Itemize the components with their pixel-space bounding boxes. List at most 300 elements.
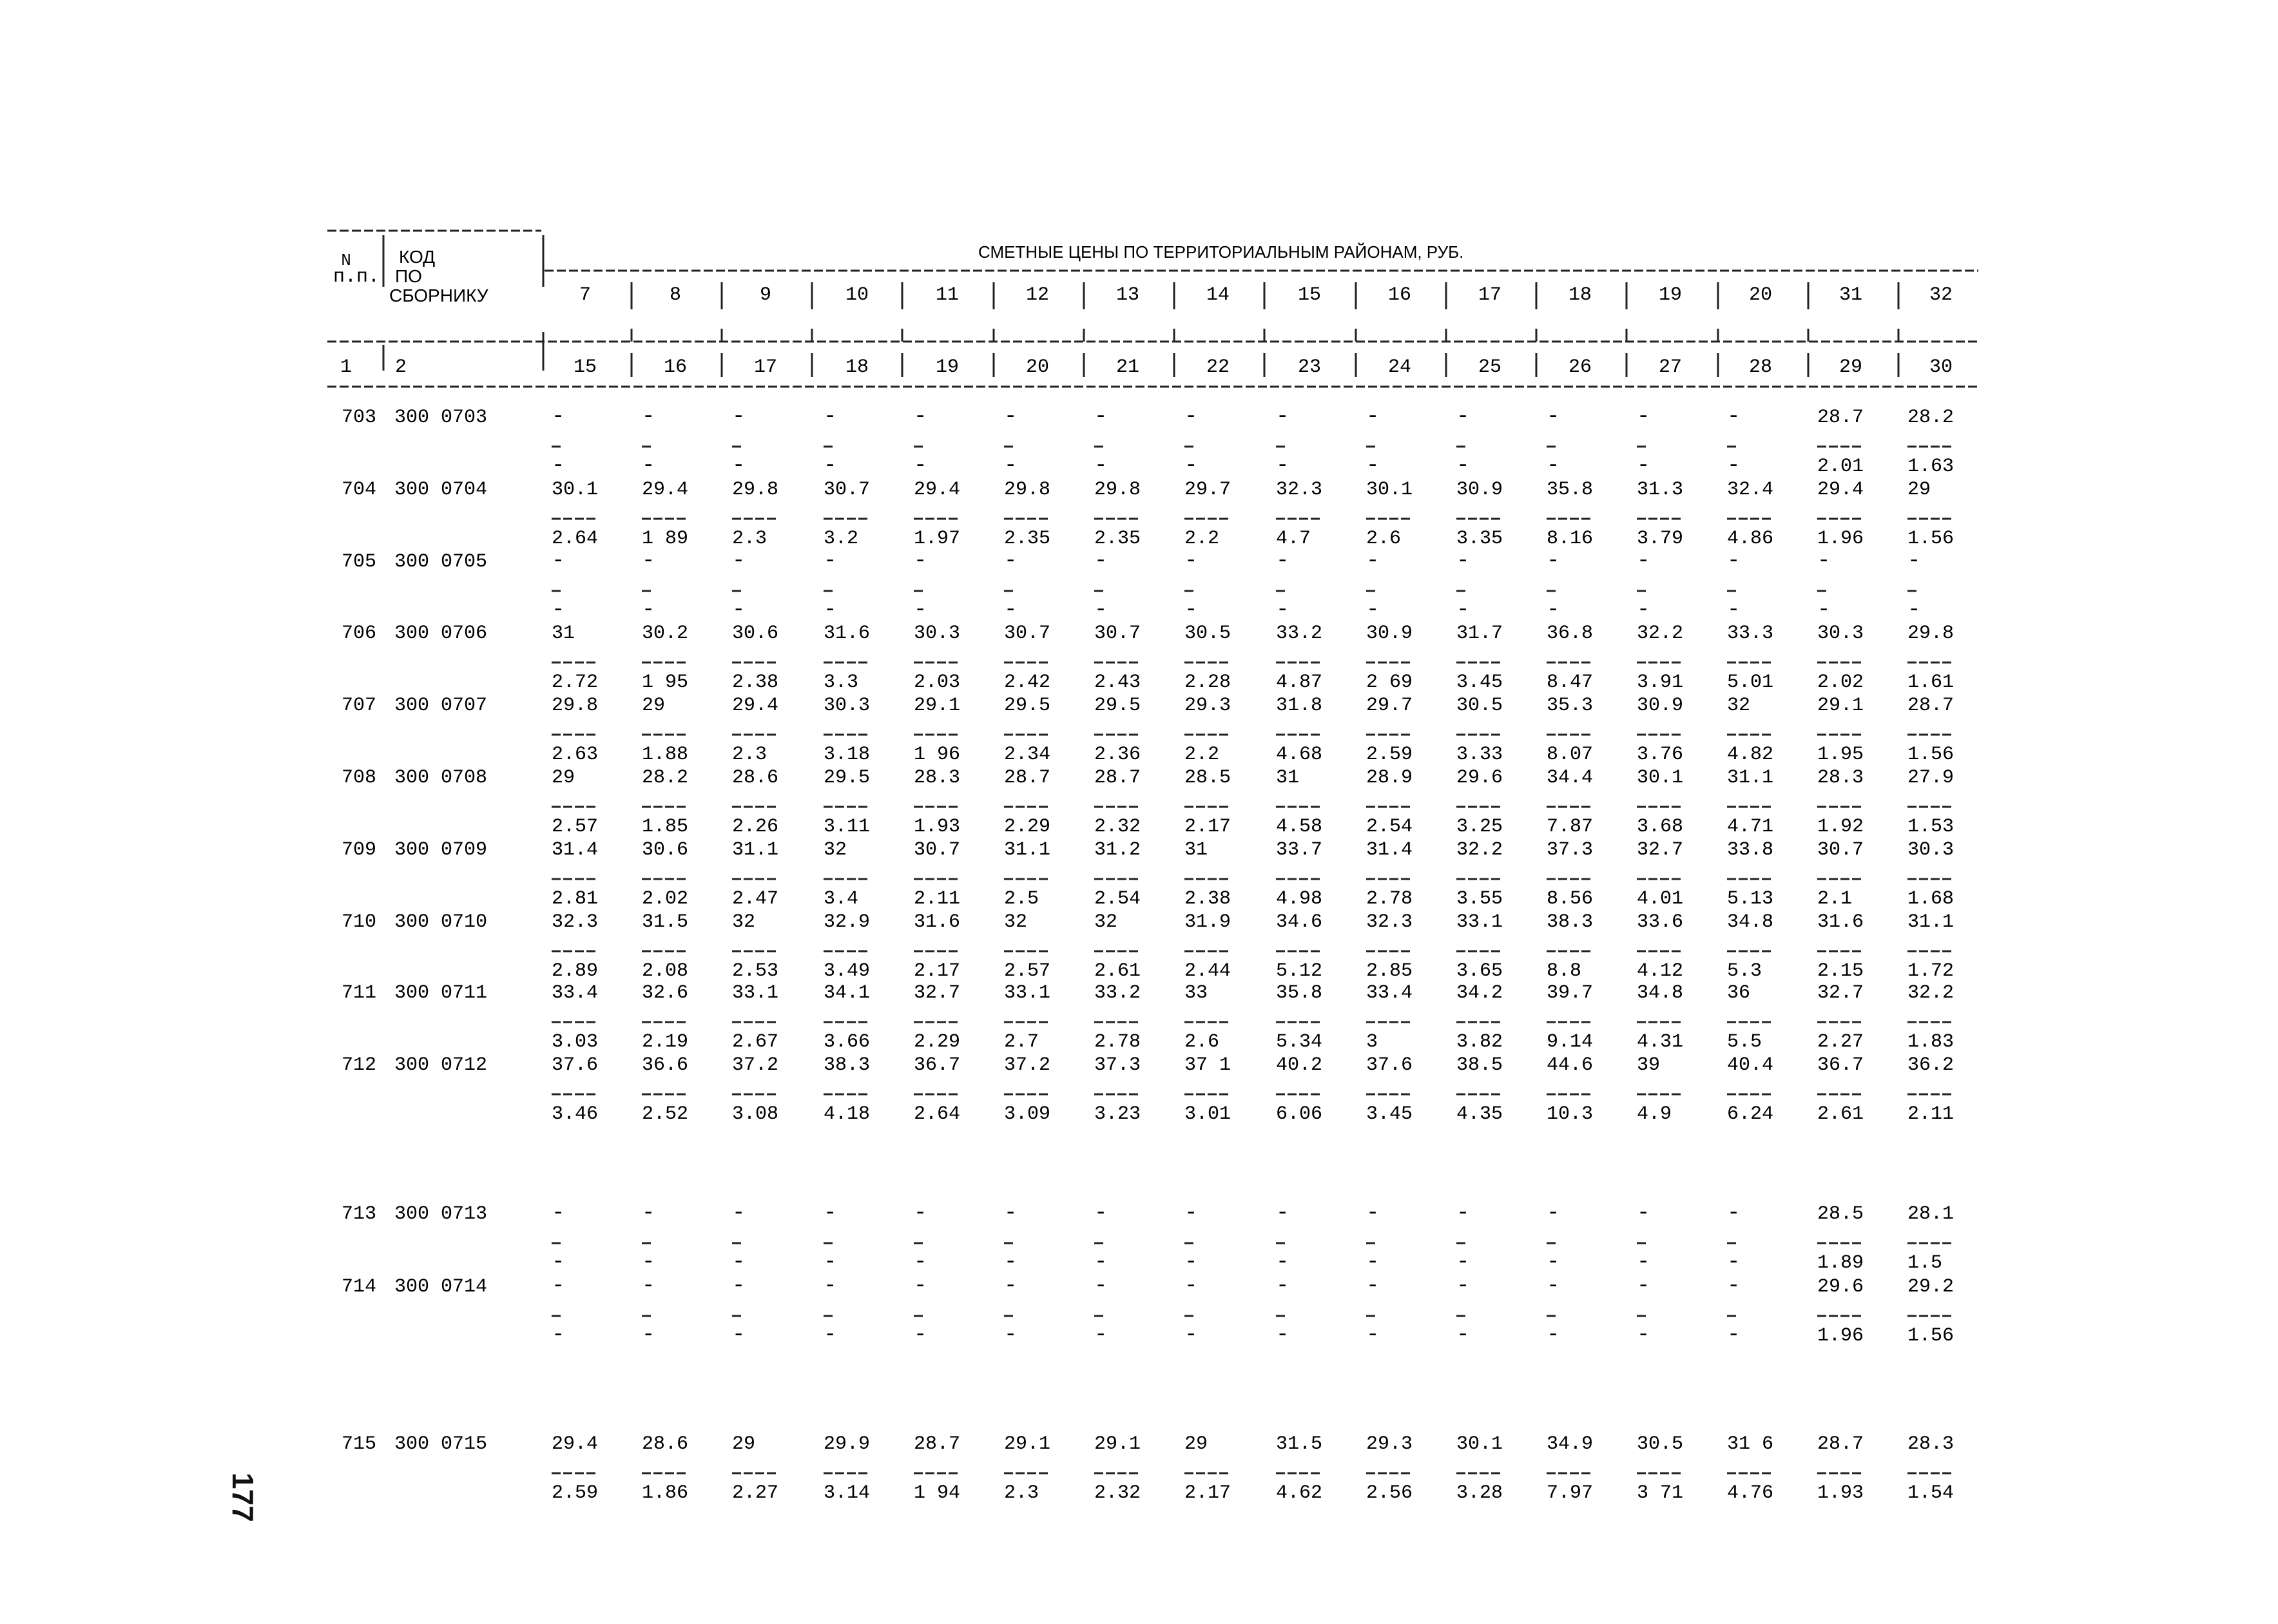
row-number: 710 xyxy=(342,911,377,933)
price-top: 28.7 xyxy=(914,1433,961,1455)
price-bottom: 1.85 xyxy=(642,816,689,838)
row-code: 300 0711 xyxy=(394,982,488,1004)
price-bottom: 10.3 xyxy=(1547,1103,1594,1125)
column-number: 22 xyxy=(1206,356,1230,378)
price-top: 30.3 xyxy=(1907,839,1955,861)
price-top: - xyxy=(1276,1274,1289,1299)
price-bottom: - xyxy=(642,1323,655,1348)
price-top: 37.6 xyxy=(552,1054,599,1076)
price-top: 31.1 xyxy=(1727,767,1774,789)
header-title: СМЕТНЫЕ ЦЕНЫ ПО ТЕРРИТОРИАЛЬНЫМ РАЙОНАМ, РУБ. xyxy=(978,242,1464,262)
row-code: 300 0707 xyxy=(394,695,488,717)
price-bottom: 2.17 xyxy=(914,960,961,982)
column-number: 24 xyxy=(1387,356,1412,378)
row-code: 300 0712 xyxy=(394,1054,488,1076)
price-bottom: 3.55 xyxy=(1456,888,1503,910)
price-bottom: 5.5 xyxy=(1727,1031,1762,1053)
price-top: 29.3 xyxy=(1366,1433,1413,1455)
price-top: - xyxy=(1276,405,1289,429)
price-top: 32.3 xyxy=(1276,479,1323,501)
price-bottom: 2.89 xyxy=(552,960,599,982)
price-bottom: 2.32 xyxy=(1094,1482,1141,1504)
price-bottom: - xyxy=(552,598,565,623)
price-top: - xyxy=(552,405,565,429)
price-top: 31.5 xyxy=(642,911,689,933)
region-label: 16 xyxy=(1387,284,1412,306)
price-top: 31.7 xyxy=(1456,623,1503,644)
price-bottom: 2.42 xyxy=(1004,672,1051,693)
price-top: 37.2 xyxy=(732,1054,779,1076)
price-bottom: - xyxy=(1727,598,1741,623)
price-bottom: - xyxy=(1456,454,1470,478)
price-bottom: 2.15 xyxy=(1817,960,1864,982)
price-bottom: 2.36 xyxy=(1094,744,1141,766)
price-bottom: - xyxy=(1004,1323,1018,1348)
price-top: 35.3 xyxy=(1547,695,1594,717)
price-bottom: 2.3 xyxy=(732,528,767,550)
price-bottom: 2.78 xyxy=(1366,888,1413,910)
row-number: 713 xyxy=(342,1203,377,1225)
price-bottom: 6.06 xyxy=(1276,1103,1323,1125)
price-bottom: - xyxy=(642,598,655,623)
price-top: 29.1 xyxy=(914,695,961,717)
price-bottom: 3.46 xyxy=(552,1103,599,1125)
price-top: 29.4 xyxy=(642,479,689,501)
price-bottom: 2.1 xyxy=(1817,888,1853,910)
price-bottom: 1 96 xyxy=(914,744,961,766)
price-top: 29.6 xyxy=(1817,1276,1864,1298)
table-row xyxy=(342,1201,1954,1275)
price-top: 33.8 xyxy=(1727,839,1774,861)
price-bottom: - xyxy=(1366,454,1380,478)
price-top: - xyxy=(914,549,927,574)
row-number: 706 xyxy=(342,623,377,644)
price-top: 32 xyxy=(732,911,756,933)
price-top: - xyxy=(1276,1201,1289,1226)
price-top: 30.2 xyxy=(642,623,689,644)
price-bottom: - xyxy=(1727,1323,1741,1348)
price-top: - xyxy=(1456,1201,1470,1226)
price-top: 32.2 xyxy=(1637,623,1684,644)
price-top: 29.5 xyxy=(1094,695,1141,717)
price-bottom: - xyxy=(1547,598,1560,623)
price-bottom: 2.61 xyxy=(1094,960,1141,982)
price-bottom: 3.18 xyxy=(824,744,871,766)
price-top: 29.8 xyxy=(1907,623,1955,644)
price-top: 31.6 xyxy=(914,911,961,933)
price-bottom: 2.64 xyxy=(552,528,599,550)
price-bottom: 3.08 xyxy=(732,1103,779,1125)
price-top: - xyxy=(1547,1274,1560,1299)
price-top: 31.6 xyxy=(1817,911,1864,933)
price-top: 35.8 xyxy=(1276,982,1323,1004)
price-top: 30.6 xyxy=(642,839,689,861)
price-bottom: 2.38 xyxy=(1184,888,1231,910)
price-bottom: 8.8 xyxy=(1547,960,1582,982)
price-top: 29.5 xyxy=(824,767,871,789)
price-top: 37.3 xyxy=(1094,1054,1141,1076)
price-top: 36.7 xyxy=(914,1054,961,1076)
price-top: - xyxy=(1637,1274,1650,1299)
price-bottom: - xyxy=(824,598,837,623)
price-bottom: - xyxy=(1094,1250,1108,1275)
price-top: 34.8 xyxy=(1727,911,1774,933)
price-top: 32.7 xyxy=(914,982,961,1004)
price-top: - xyxy=(1547,549,1560,574)
price-bottom: 4.7 xyxy=(1276,528,1311,550)
price-bottom: - xyxy=(732,1323,746,1348)
price-bottom: 2.01 xyxy=(1817,456,1864,478)
column-number: 25 xyxy=(1478,356,1502,378)
price-bottom: - xyxy=(1727,454,1741,478)
price-top: 32.3 xyxy=(1366,911,1413,933)
price-bottom: 4.01 xyxy=(1637,888,1684,910)
price-bottom: 1 94 xyxy=(914,1482,961,1504)
table-body xyxy=(342,405,1954,1504)
price-top: 28.7 xyxy=(1817,407,1864,429)
price-bottom: 2.6 xyxy=(1366,528,1402,550)
price-top: 32.7 xyxy=(1637,839,1684,861)
price-top: 28.3 xyxy=(914,767,961,789)
region-label: 7 xyxy=(579,284,592,306)
price-bottom: - xyxy=(914,1250,927,1275)
price-top: 34.8 xyxy=(1637,982,1684,1004)
price-top: 28.7 xyxy=(1004,767,1051,789)
price-top: - xyxy=(1817,549,1831,574)
price-bottom: 2.32 xyxy=(1094,816,1141,838)
price-bottom: 1.89 xyxy=(1817,1252,1864,1274)
price-top: 30.1 xyxy=(1366,479,1413,501)
price-bottom: - xyxy=(1547,454,1560,478)
price-top: 36.6 xyxy=(642,1054,689,1076)
price-top: - xyxy=(732,549,746,574)
price-top: - xyxy=(1727,549,1741,574)
price-top: - xyxy=(1366,1274,1380,1299)
price-bottom: - xyxy=(824,1323,837,1348)
price-bottom: - xyxy=(642,454,655,478)
price-bottom: 2.59 xyxy=(552,1482,599,1504)
price-bottom: 4.58 xyxy=(1276,816,1323,838)
price-top: - xyxy=(1276,549,1289,574)
price-bottom: - xyxy=(1637,598,1650,623)
price-bottom: - xyxy=(1004,1250,1018,1275)
price-top: 37.2 xyxy=(1004,1054,1051,1076)
price-top: 29.3 xyxy=(1184,695,1231,717)
price-bottom: - xyxy=(1184,454,1198,478)
price-top: 28.1 xyxy=(1907,1203,1955,1225)
price-top: - xyxy=(1094,405,1108,429)
price-top: 28.7 xyxy=(1094,767,1141,789)
price-bottom: 1.54 xyxy=(1907,1482,1955,1504)
price-bottom: - xyxy=(642,1250,655,1275)
price-top: - xyxy=(1184,1274,1198,1299)
price-top: 32.9 xyxy=(824,911,871,933)
price-top: - xyxy=(1366,549,1380,574)
price-bottom: 3.4 xyxy=(824,888,859,910)
row-number: 714 xyxy=(342,1276,377,1298)
row-number: 704 xyxy=(342,479,377,501)
row-number: 705 xyxy=(342,551,377,573)
price-bottom: 8.47 xyxy=(1547,672,1594,693)
price-bottom: - xyxy=(1817,598,1831,623)
price-bottom: - xyxy=(1184,598,1198,623)
price-bottom: 4.18 xyxy=(824,1103,871,1125)
price-top: - xyxy=(732,1274,746,1299)
price-top: 30.6 xyxy=(732,623,779,644)
price-bottom: 3.82 xyxy=(1456,1031,1503,1053)
row-number: 715 xyxy=(342,1433,377,1455)
row-code: 300 0710 xyxy=(394,911,488,933)
price-top: 33.4 xyxy=(1366,982,1413,1004)
price-bottom: - xyxy=(1276,1250,1289,1275)
price-top: - xyxy=(552,1274,565,1299)
price-bottom: 2.47 xyxy=(732,888,779,910)
price-top: 30.5 xyxy=(1637,1433,1684,1455)
price-top: 29.4 xyxy=(552,1433,599,1455)
price-top: - xyxy=(1727,1201,1741,1226)
price-top: 30.7 xyxy=(914,839,961,861)
row-code: 300 0705 xyxy=(394,551,488,573)
price-top: 39.7 xyxy=(1547,982,1594,1004)
page-number: 177 xyxy=(226,1473,260,1522)
price-bottom: 2.81 xyxy=(552,888,599,910)
price-top: 29.7 xyxy=(1366,695,1413,717)
price-top: 32.4 xyxy=(1727,479,1774,501)
column-number: 23 xyxy=(1297,356,1322,378)
price-bottom: 1.86 xyxy=(642,1482,689,1504)
table-row xyxy=(342,479,1954,550)
price-bottom: 2.17 xyxy=(1184,816,1231,838)
price-top: - xyxy=(1456,549,1470,574)
price-bottom: 5.13 xyxy=(1727,888,1774,910)
price-top: - xyxy=(552,549,565,574)
price-top: 32 xyxy=(824,839,847,861)
price-bottom: 2.2 xyxy=(1184,744,1220,766)
price-bottom: 4.31 xyxy=(1637,1031,1684,1053)
price-top: 32.6 xyxy=(642,982,689,1004)
price-top: - xyxy=(1727,1274,1741,1299)
price-bottom: 5.12 xyxy=(1276,960,1323,982)
row-code: 300 0714 xyxy=(394,1276,488,1298)
price-top: - xyxy=(1907,549,1921,574)
price-top: 29.4 xyxy=(914,479,961,501)
price-bottom: - xyxy=(1004,598,1018,623)
price-bottom: 4.68 xyxy=(1276,744,1323,766)
price-bottom: 2.02 xyxy=(642,888,689,910)
price-bottom: - xyxy=(1366,598,1380,623)
price-bottom: 2.19 xyxy=(642,1031,689,1053)
price-bottom: - xyxy=(552,1323,565,1348)
price-top: 33.2 xyxy=(1276,623,1323,644)
price-top: 30.9 xyxy=(1456,479,1503,501)
price-top: 37.3 xyxy=(1547,839,1594,861)
price-bottom: - xyxy=(1907,598,1921,623)
price-bottom: 1.5 xyxy=(1907,1252,1943,1274)
price-bottom: 1.53 xyxy=(1907,816,1955,838)
price-top: - xyxy=(1366,405,1380,429)
price-bottom: - xyxy=(1184,1323,1198,1348)
price-bottom: 2.67 xyxy=(732,1031,779,1053)
region-label: 13 xyxy=(1115,284,1140,306)
column-number: 30 xyxy=(1929,356,1953,378)
row-number: 707 xyxy=(342,695,377,717)
price-top: 28.3 xyxy=(1817,767,1864,789)
price-top: 34.1 xyxy=(824,982,871,1004)
price-bottom: 1.83 xyxy=(1907,1031,1955,1053)
price-top: - xyxy=(732,405,746,429)
price-bottom: 7.87 xyxy=(1547,816,1594,838)
row-code: 300 0708 xyxy=(394,767,488,789)
price-bottom: 1.56 xyxy=(1907,528,1955,550)
price-bottom: 4.87 xyxy=(1276,672,1323,693)
price-top: 39 xyxy=(1637,1054,1661,1076)
price-bottom: 2.43 xyxy=(1094,672,1141,693)
column-number: 29 xyxy=(1839,356,1863,378)
price-bottom: 3.11 xyxy=(824,816,871,838)
price-top: 31.2 xyxy=(1094,839,1141,861)
price-top: 32 xyxy=(1004,911,1028,933)
price-top: - xyxy=(642,1201,655,1226)
column-number-row xyxy=(340,356,1953,378)
price-bottom: - xyxy=(1004,454,1018,478)
price-top: - xyxy=(824,1201,837,1226)
table-row xyxy=(342,911,1954,982)
price-top: - xyxy=(1004,1274,1018,1299)
column-number: 19 xyxy=(935,356,960,378)
price-top: - xyxy=(1094,1274,1108,1299)
price-top: 34.4 xyxy=(1547,767,1594,789)
region-label: 19 xyxy=(1658,284,1683,306)
price-top: 33.1 xyxy=(1004,982,1051,1004)
price-top: 30.9 xyxy=(1637,695,1684,717)
price-top: - xyxy=(1366,1201,1380,1226)
price-bottom: 2.7 xyxy=(1004,1031,1039,1053)
price-top: 40.4 xyxy=(1727,1054,1774,1076)
region-label: 8 xyxy=(669,284,682,306)
price-top: - xyxy=(1727,405,1741,429)
table-header xyxy=(333,242,1463,305)
region-label: 31 xyxy=(1839,284,1863,306)
price-top: - xyxy=(1004,1201,1018,1226)
price-bottom: 2.63 xyxy=(552,744,599,766)
price-bottom: - xyxy=(732,454,746,478)
column-number: 16 xyxy=(663,356,688,378)
price-bottom: - xyxy=(552,1250,565,1275)
price-bottom: - xyxy=(732,1250,746,1275)
price-bottom: 1.96 xyxy=(1817,1325,1864,1347)
price-top: 28.2 xyxy=(642,767,689,789)
price-top: - xyxy=(1456,405,1470,429)
price-top: 33.4 xyxy=(552,982,599,1004)
price-top: 29.8 xyxy=(1004,479,1051,501)
price-top: 31.9 xyxy=(1184,911,1231,933)
price-bottom: 3 xyxy=(1366,1031,1378,1053)
row-code: 300 0709 xyxy=(394,839,488,861)
price-bottom: 2.3 xyxy=(1004,1482,1039,1504)
price-bottom: 2.44 xyxy=(1184,960,1231,982)
price-top: 30.1 xyxy=(1637,767,1684,789)
row-number: 708 xyxy=(342,767,377,789)
header-pp: п.п. xyxy=(333,266,380,288)
price-bottom: 5.01 xyxy=(1727,672,1774,693)
price-bottom: 3 71 xyxy=(1637,1482,1684,1504)
price-top: - xyxy=(824,1274,837,1299)
price-bottom: 2.35 xyxy=(1094,528,1141,550)
column-number: 18 xyxy=(845,356,869,378)
price-top: 31.1 xyxy=(732,839,779,861)
price-bottom: 3.91 xyxy=(1637,672,1684,693)
price-top: - xyxy=(732,1201,746,1226)
price-bottom: 2.38 xyxy=(732,672,779,693)
price-bottom: 3.35 xyxy=(1456,528,1503,550)
price-bottom: 2.17 xyxy=(1184,1482,1231,1504)
price-bottom: 4.9 xyxy=(1637,1103,1672,1125)
table-row xyxy=(342,549,1920,623)
price-top: 29.4 xyxy=(1817,479,1864,501)
price-bottom: - xyxy=(732,598,746,623)
price-bottom: 2.6 xyxy=(1184,1031,1220,1053)
header-sborniku: СБОРНИКУ xyxy=(389,285,488,305)
price-bottom: 1.88 xyxy=(642,744,689,766)
price-bottom: 1.93 xyxy=(914,816,961,838)
price-bottom: - xyxy=(1456,598,1470,623)
price-top: 29.8 xyxy=(732,479,779,501)
price-bottom: 2.29 xyxy=(914,1031,961,1053)
price-top: 36.8 xyxy=(1547,623,1594,644)
price-top: 33 xyxy=(1184,982,1208,1004)
table-row xyxy=(342,623,1954,693)
price-top: 28.5 xyxy=(1817,1203,1864,1225)
region-label: 15 xyxy=(1297,284,1322,306)
price-top: 31.5 xyxy=(1276,1433,1323,1455)
table-row xyxy=(342,767,1954,838)
price-bottom: 2.11 xyxy=(1907,1103,1955,1125)
column-number: 28 xyxy=(1748,356,1773,378)
price-top: 28.5 xyxy=(1184,767,1231,789)
price-bottom: 2.57 xyxy=(1004,960,1051,982)
column-number: 15 xyxy=(573,356,597,378)
price-bottom: - xyxy=(1727,1250,1741,1275)
row-code: 300 0703 xyxy=(394,407,488,429)
price-bottom: 2.5 xyxy=(1004,888,1039,910)
price-bottom: 1.92 xyxy=(1817,816,1864,838)
price-bottom: 3.45 xyxy=(1456,672,1503,693)
price-bottom: 5.34 xyxy=(1276,1031,1323,1053)
price-top: 38.5 xyxy=(1456,1054,1503,1076)
price-bottom: 4.86 xyxy=(1727,528,1774,550)
price-bottom: 2.3 xyxy=(732,744,767,766)
price-top: 36.2 xyxy=(1907,1054,1955,1076)
price-bottom: - xyxy=(1276,1323,1289,1348)
price-top: 33.2 xyxy=(1094,982,1141,1004)
header-po: ПО xyxy=(395,266,422,286)
price-bottom: 4.12 xyxy=(1637,960,1684,982)
price-bottom: 1.93 xyxy=(1817,1482,1864,1504)
price-top: 30.3 xyxy=(824,695,871,717)
price-top: 29.8 xyxy=(1094,479,1141,501)
price-bottom: 3.01 xyxy=(1184,1103,1231,1125)
price-bottom: 1.96 xyxy=(1817,528,1864,550)
price-top: 37 1 xyxy=(1184,1054,1231,1076)
price-bottom: 8.56 xyxy=(1547,888,1594,910)
price-top: - xyxy=(642,549,655,574)
price-bottom: 2.03 xyxy=(914,672,961,693)
price-top: 29 xyxy=(552,767,575,789)
price-top: 34.2 xyxy=(1456,982,1503,1004)
price-bottom: - xyxy=(1184,1250,1198,1275)
column-number: 20 xyxy=(1025,356,1050,378)
price-top: 31.6 xyxy=(824,623,871,644)
